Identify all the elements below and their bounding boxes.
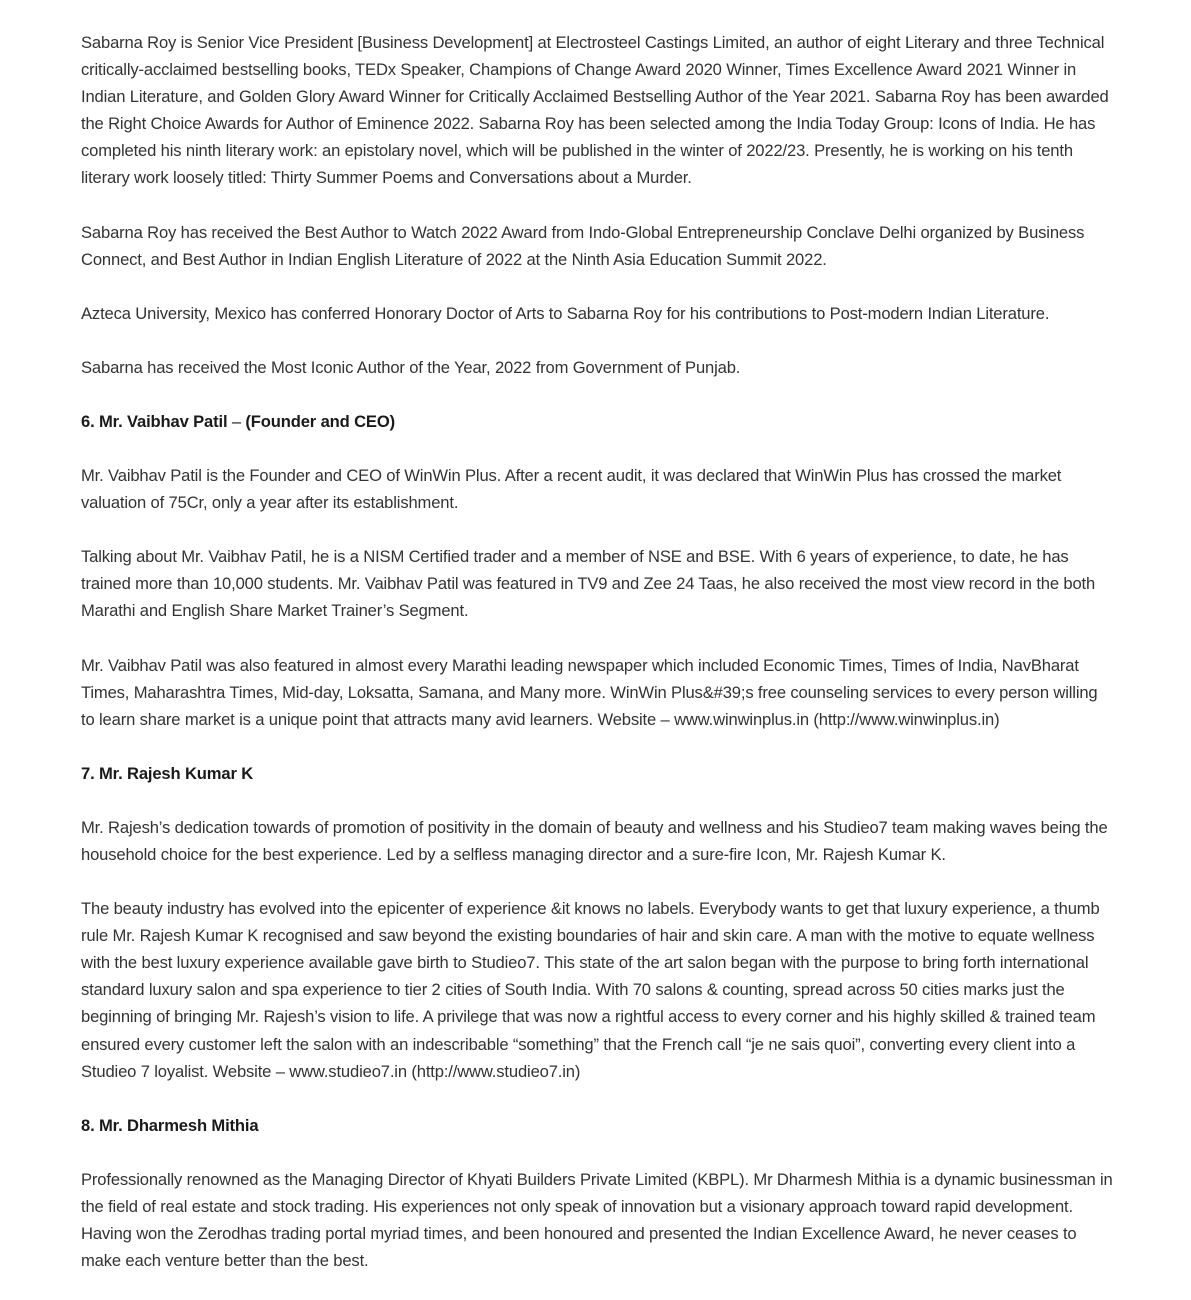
section-heading-dharmesh-mithia: 8. Mr. Dharmesh Mithia <box>81 1115 259 1135</box>
heading-name: 6. Mr. Vaibhav Patil <box>81 411 228 431</box>
paragraph-sabarna-roy-doctorate: Azteca University, Mexico has conferred Honorary Doctor of Arts to Sabarna Roy for his contributions to Post-modern Indian Literature. <box>81 303 1050 323</box>
paragraph-vaibhav-experience: Talking about Mr. Vaibhav Patil, he is a NISM Certified trader and a member of NSE and BSE. With 6 years of experience, to date, he has trained more than 10,000 students. Mr. Vaibhav Patil was featured in TV9 and Zee 24 Taas, he also received the most view record in the both Marathi and English Share Market Trainer’s Segment. <box>81 547 1096 621</box>
studieo7-website-link[interactable]: www.studieo7.in (http://www.studieo7.in) <box>289 1061 581 1081</box>
paragraph-sabarna-roy-awards: Sabarna Roy has received the Best Author to Watch 2022 Award from Indo-Global Entrepreneurship Conclave Delhi organized by Business Connect, and Best Author in Indian English Literature of 2022 at the Ninth Asia Education Summit 2022. <box>81 222 1085 269</box>
paragraph-rajesh-studieo7 <box>81 895 1113 1085</box>
paragraph-sabarna-roy-iconic-author: Sabarna has received the Most Iconic Author of the Year, 2022 from Government of Punjab. <box>81 357 741 377</box>
paragraph-text: Mr. Vaibhav Patil was also featured in almost every Marathi leading newspaper which included Economic Times, Times of India, NavBharat Times, Maharashtra Times, Mid-day, Loksatta, Samana, and Many more. WinWin Plus&#39;s free counseling services to every person willing to learn share market is a unique point that attracts many avid learners. Website – <box>81 655 1098 729</box>
heading-role: (Founder and CEO) <box>245 411 395 431</box>
paragraph-text: The beauty industry has evolved into the epicenter of experience &it knows no labels. Everybody wants to get that luxury experience, a thumb rule Mr. Rajesh Kumar K recognised and saw beyond the existing boundaries of hair and skin care. A man with the motive to equate wellness with the best luxury experience available gave birth to Studieo7. This state of the art salon began with the purpose to bring forth international standard luxury salon and spa experience to tier 2 cities of South India. With 70 salons & counting, spread across 50 cities marks just the beginning of bringing Mr. Rajesh’s vision to life. A privilege that was now a rightful access to every corner and his highly skilled & trained team ensured every customer left the salon with an indescribable “something” that the French call “je ne sais quoi”, converting every client into a Studieo 7 loyalist. Website – <box>81 899 1100 1081</box>
section-heading-rajesh-kumar: 7. Mr. Rajesh Kumar K <box>81 763 254 783</box>
paragraph-sabarna-roy-bio: Sabarna Roy is Senior Vice President [Business Development] at Electrosteel Castings Limited, an author of eight Literary and three Technical critically-acclaimed bestselling books, TEDx Speaker, Champions of Change Award 2020 Winner, Times Excellence Award 2021 Winner in Indian Literature, and Golden Glory Award Winner for Critically Acclaimed Bestselling Author of the Year 2021. Sabarna Roy has been awarded the Right Choice Awards for Author of Eminence 2022. Sabarna Roy has been selected among the India Today Group: Icons of India. He has completed his ninth literary work: an epistolary novel, which will be published in the winter of 2022/23. Presently, he is working on his tenth literary work loosely titled: Thirty Summer Poems and Conversations about a Murder. <box>81 33 1109 188</box>
heading-separator: – <box>227 411 246 431</box>
winwinplus-website-link[interactable]: www.winwinplus.in (http://www.winwinplus.in) <box>674 709 1000 729</box>
paragraph-vaibhav-press <box>81 652 1113 733</box>
paragraph-rajesh-intro: Mr. Rajesh’s dedication towards of promotion of positivity in the domain of beauty and wellness and his Studieo7 team making waves being the household choice for the best experience. Led by a selfless managing director and a sure-fire Icon, Mr. Rajesh Kumar K. <box>81 817 1108 864</box>
paragraph-vaibhav-intro: Mr. Vaibhav Patil is the Founder and CEO of WinWin Plus. After a recent audit, it was declared that WinWin Plus has crossed the market valuation of 75Cr, only a year after its establishment. <box>81 466 1062 513</box>
section-heading-vaibhav-patil <box>81 408 1113 435</box>
paragraph-dharmesh-bio: Professionally renowned as the Managing Director of Khyati Builders Private Limited (KBPL). Mr Dharmesh Mithia is a dynamic businessman in the field of real estate and stock trading. His experiences not only speak of innovation but a visionary approach toward rapid development. Having won the Zerodhas trading portal myriad times, and been honoured and presented the Indian Excellence Award, he never ceases to make each venture better than the best. <box>81 1169 1113 1271</box>
